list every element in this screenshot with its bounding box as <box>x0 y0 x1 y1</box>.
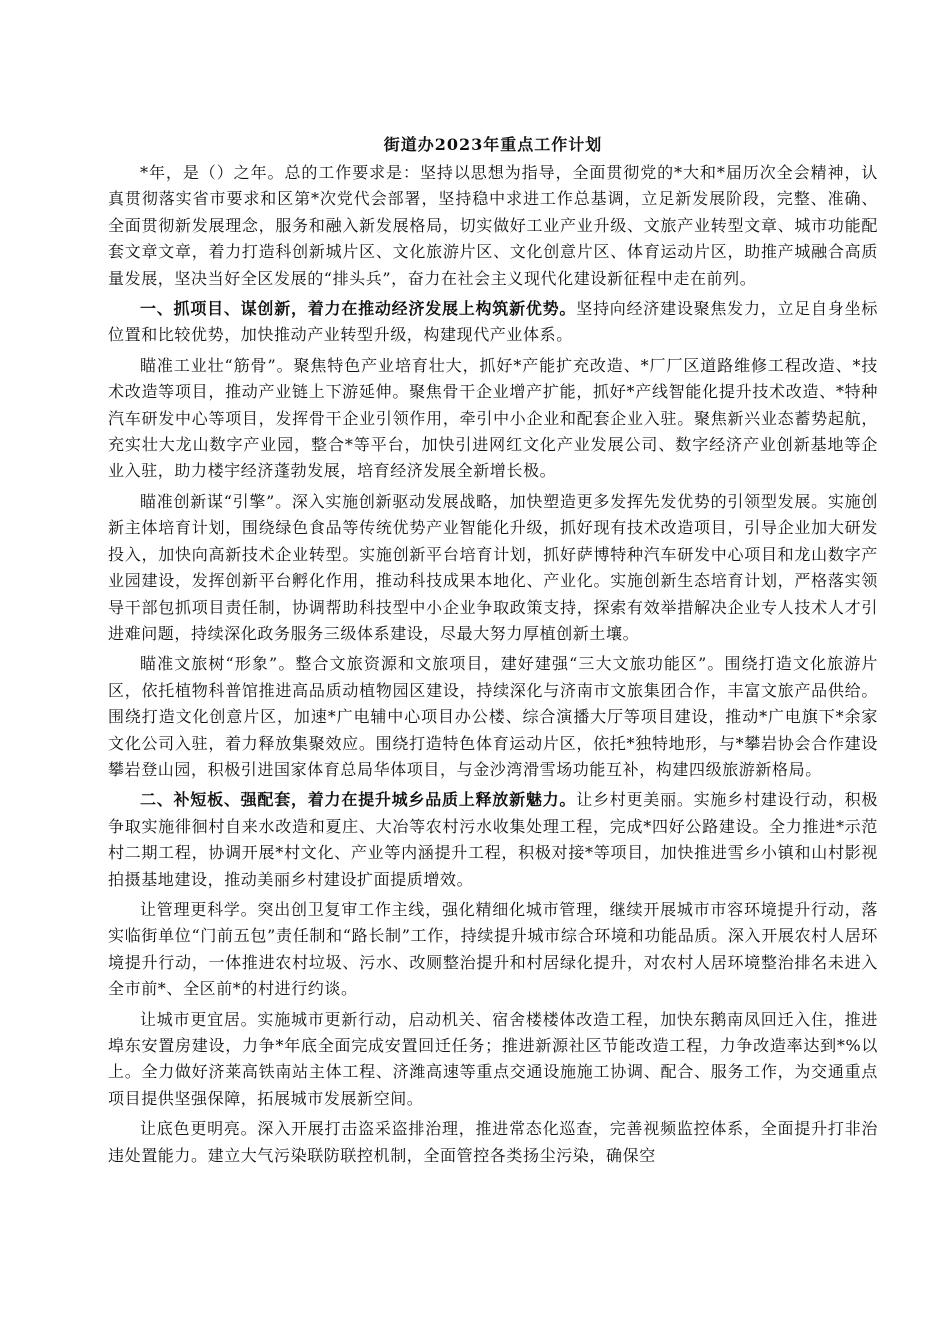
paragraph-text: 瞄准文旅树“形象”。整合文旅资源和文旅项目，建好建强“三大文旅功能区”。围绕打造文化旅游片区，依托植物科普馆推进高品质动植物园区建设，持续深化与济南市文旅集团合作，丰富文旅产品供给。围绕打造文化创意片区，加速*广电辅中心项目办公楼、综合演播大厅等项目建设，推动*广电旗下*余家文化公司入驻，着力释放集聚效应。围绕打造特色体育运动片区，依托*独特地形，与*攀岩协会合作建设攀岩登山园，积极引进国家体育总局华体项目，与金沙湾滑雪场功能互补，构建四级旅游新格局。 <box>108 654 878 779</box>
paragraph-industry <box>108 353 878 485</box>
paragraph-text: 坚持向经济建设聚焦发力，立足自身坐标位置和比较优势，加快推动产业转型升级，构建现代产业体系。 <box>108 299 878 345</box>
paragraph-text: 瞄准创新谋“引擎”。深入实施创新驱动发展战略，加快塑造更多发挥先发优势的引领型发展。实施创新主体培育计划，围绕绿色食品等传统优势产业智能化升级，抓好现有技术改造项目，引导企业加大研发投入，加快向高新技术企业转型。实施创新平台培育计划，抓好萨博特种汽车研发中心项目和龙山数字产业园建设，发挥创新平台孵化作用，推动科技成果本地化、产业化。实施创新生态培育计划，严格落实领导干部包抓项目责任制，协调帮助科技型中小企业争取政策支持，探索有效举措解决企业专人技术人才引进难问题，持续深化政务服务三级体系建设，尽最大努力厚植创新土壤。 <box>108 491 878 643</box>
paragraph-text: *年，是（）之年。总的工作要求是：坚持以思想为指导，全面贯彻党的*大和*届历次全会精神，认真贯彻落实省市要求和区第*次党代会部署，坚持稳中求进工作总基调，立足新发展阶段，完整、准确、全面贯彻新发展理念，服务和融入新发展格局，切实做好工业产业升级、文旅产业转型文章、城市功能配套文章文章，着力打造科创新城片区、文化旅游片区、文化创意片区、体育运动片区，助推产城融合高质量发展，坚决当好全区发展的“排头兵”，奋力在社会主义现代化建设新征程中走在前列。 <box>108 163 878 288</box>
paragraph-text: 让乡村更美丽。实施乡村建设行动，积极争取实施徘徊村自来水改造和夏庄、大冶等农村污水收集处理工程，完成*四好公路建设。全力推进*示范村二期工程，协调开展*村文化、产业等内涵提升工程，积极对接*等项目，加快推进雪乡小镇和山村影视拍摄基地建设，推动美丽乡村建设扩面提质增效。 <box>108 790 878 889</box>
paragraph-text: 瞄准工业壮“筋骨”。聚焦特色产业培育壮大，抓好*产能扩充改造、*厂厂区道路维修工程改造、*技术改造等项目，推动产业链上下游延伸。聚焦骨干企业增产扩能，抓好*产线智能化提升技术改造、*特种汽车研发中心等项目，发挥骨干企业引领作用，牵引中小企业和配套企业入驻。聚焦新兴业态蓄势起航，充实壮大龙山数字产业园，整合*等平台，加快引进网红文化产业发展公司、数字经济产业创新基地等企业入驻，助力楼宇经济蓬勃发展，培育经济发展全新增长极。 <box>108 355 878 481</box>
paragraph-intro <box>108 160 878 292</box>
section-heading-1: 一、抓项目、谋创新，着力在推动经济发展上构筑新优势。 <box>140 299 577 319</box>
paragraph-text: 让管理更科学。突出创卫复审工作主线，强化精细化城市管理，继续开展城市市容环境提升行动，落实临街单位“门前五包”责任制和“路长制”工作，持续提升城市综合环境和功能品质。深入开展农村人居环境提升行动，一体推进农村垃圾、污水、改厕整治提升和村居绿化提升，对农村人居环境整治排名未进入全市前*、全区前*的村进行约谈。 <box>108 899 878 999</box>
paragraph-section-1 <box>108 296 878 349</box>
paragraph-culture-tourism <box>108 651 878 783</box>
paragraph-management <box>108 897 878 1003</box>
section-heading-2: 二、补短板、强配套，着力在提升城乡品质上释放新魅力。 <box>140 790 577 810</box>
document-page <box>108 126 878 1173</box>
paragraph-environment <box>108 1116 878 1169</box>
paragraph-text: 让城市更宜居。实施城市更新行动，启动机关、宿舍楼楼体改造工程，加快东鹅南凤回迁入住，推进埠东安置房建设，力争*年底全面完成安置回迁任务；推进新源社区节能改造工程，力争改造率达到*%以上。全力做好济莱高铁南站主体工程、济潍高速等重点交通设施施工协调、配合、服务工作，为交通重点项目提供坚强保障，拓展城市发展新空间。 <box>108 1009 878 1108</box>
paragraph-innovation <box>108 489 878 647</box>
document-title: 街道办2023年重点工作计划 <box>383 135 603 154</box>
paragraph-section-2 <box>108 787 878 893</box>
paragraph-livable-city <box>108 1007 878 1113</box>
paragraph-text: 让底色更明亮。深入开展打击盗采盗排治理，推进常态化巡查，完善视频监控体系，全面提升打非治违处置能力。建立大气污染联防联控机制，全面管控各类扬尘污染，确保空 <box>108 1119 878 1165</box>
